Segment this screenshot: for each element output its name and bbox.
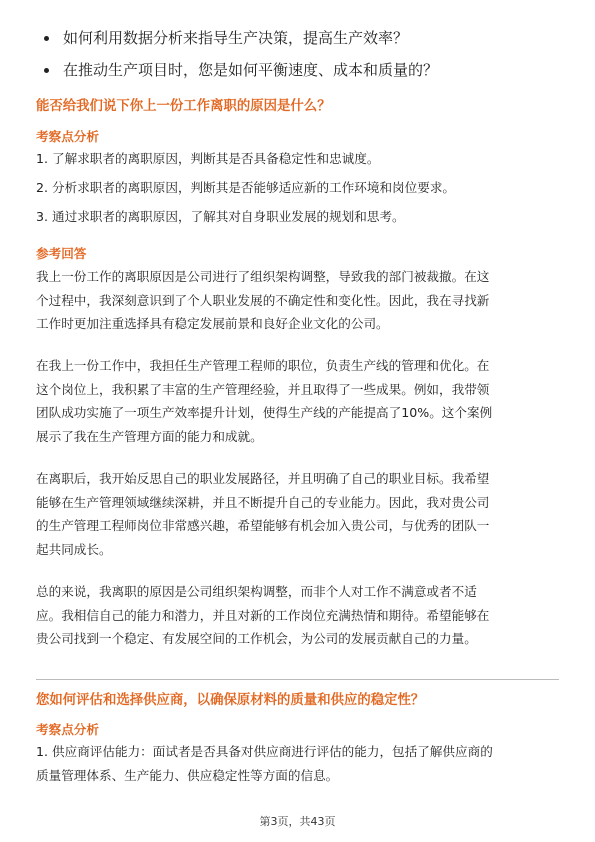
bullet-text: 如何利用数据分析来指导生产决策，提高生产效率？ xyxy=(63,29,409,47)
paragraph-line: 个过程中，我深刻意识到了个人职业发展的不确定性和变化性。因此，我在寻找新 xyxy=(36,292,490,308)
analysis-item: 2. 分析求职者的离职原因，判断其是否能够适应新的工作环境和岗位要求。 xyxy=(36,180,456,195)
paragraph-line: 我上一份工作的离职原因是公司进行了组织架构调整，导致我的部门被裁撤。在这 xyxy=(36,269,490,284)
paragraph-line: 能够在生产管理领域继续深耕，并且不断提升自己的专业能力。因此，我对贵公司 xyxy=(36,494,490,510)
answer-paragraph xyxy=(36,467,558,561)
paragraph-line: 应。我相信自己的能力和潜力，并且对新的工作岗位充满热情和期待。希望能够在 xyxy=(36,607,490,623)
analysis-item xyxy=(36,740,558,787)
answer-paragraph xyxy=(36,265,558,336)
page-footer: 第3页，共43页 xyxy=(259,815,336,828)
paragraph-line: 质量管理体系、生产能力、供应稳定性等方面的信息。 xyxy=(36,767,339,783)
section-question: 您如何评估和选择供应商，以确保原材料的质量和供应的稳定性？ xyxy=(36,693,425,708)
paragraph-line: 在离职后，我开始反思自己的职业发展路径，并且明确了自己的职业目标。我希望 xyxy=(36,471,490,486)
bullet-dot-icon xyxy=(44,68,49,73)
answer-paragraph xyxy=(36,354,558,448)
answer-paragraph xyxy=(36,580,558,651)
bullet-item xyxy=(38,54,558,86)
paragraph-line: 团队成功实施了一项生产效率提升计划，使得生产线的产能提高了10%。这个案例 xyxy=(36,405,493,420)
paragraph-line: 的生产管理工程师岗位非常感兴趣，希望能够有机会加入贵公司，与优秀的团队一 xyxy=(36,518,490,533)
bullet-item xyxy=(38,22,558,54)
section-question: 能否给我们说下你上一份工作离职的原因是什么？ xyxy=(36,99,331,114)
paragraph-line: 展示了我在生产管理方面的能力和成就。 xyxy=(36,428,263,444)
paragraph-line: 总的来说，我离职的原因是公司组织架构调整，而非个人对工作不满意或者不适 xyxy=(36,584,477,599)
analysis-heading: 考察点分析 xyxy=(36,722,99,737)
answer-heading: 参考回答 xyxy=(36,246,87,261)
bullet-list xyxy=(38,22,558,86)
paragraph-line: 贵公司找到一个稳定、有发展空间的工作机会，为公司的发展贡献自己的力量。 xyxy=(36,631,477,646)
analysis-item: 3. 通过求职者的离职原因，了解其对自身职业发展的规划和思考。 xyxy=(36,209,405,224)
paragraph-line: 在我上一份工作中，我担任生产管理工程师的职位，负责生产线的管理和优化。在 xyxy=(36,358,490,373)
paragraph-line: 工作时更加注重选择具有稳定发展前景和良好企业文化的公司。 xyxy=(36,316,389,331)
paragraph-line: 1. 供应商评估能力：面试者是否具备对供应商进行评估的能力，包括了解供应商的 xyxy=(36,744,493,759)
section-divider xyxy=(36,679,559,680)
bullet-text: 在推动生产项目时，您是如何平衡速度、成本和质量的？ xyxy=(63,61,439,79)
analysis-heading: 考察点分析 xyxy=(36,129,99,144)
analysis-item: 1. 了解求职者的离职原因，判断其是否具备稳定性和忠诚度。 xyxy=(36,151,380,166)
paragraph-line: 这个岗位上，我积累了丰富的生产管理经验，并且取得了一些成果。例如，我带领 xyxy=(36,381,490,397)
bullet-dot-icon xyxy=(44,36,49,41)
paragraph-line: 起共同成长。 xyxy=(36,541,112,557)
